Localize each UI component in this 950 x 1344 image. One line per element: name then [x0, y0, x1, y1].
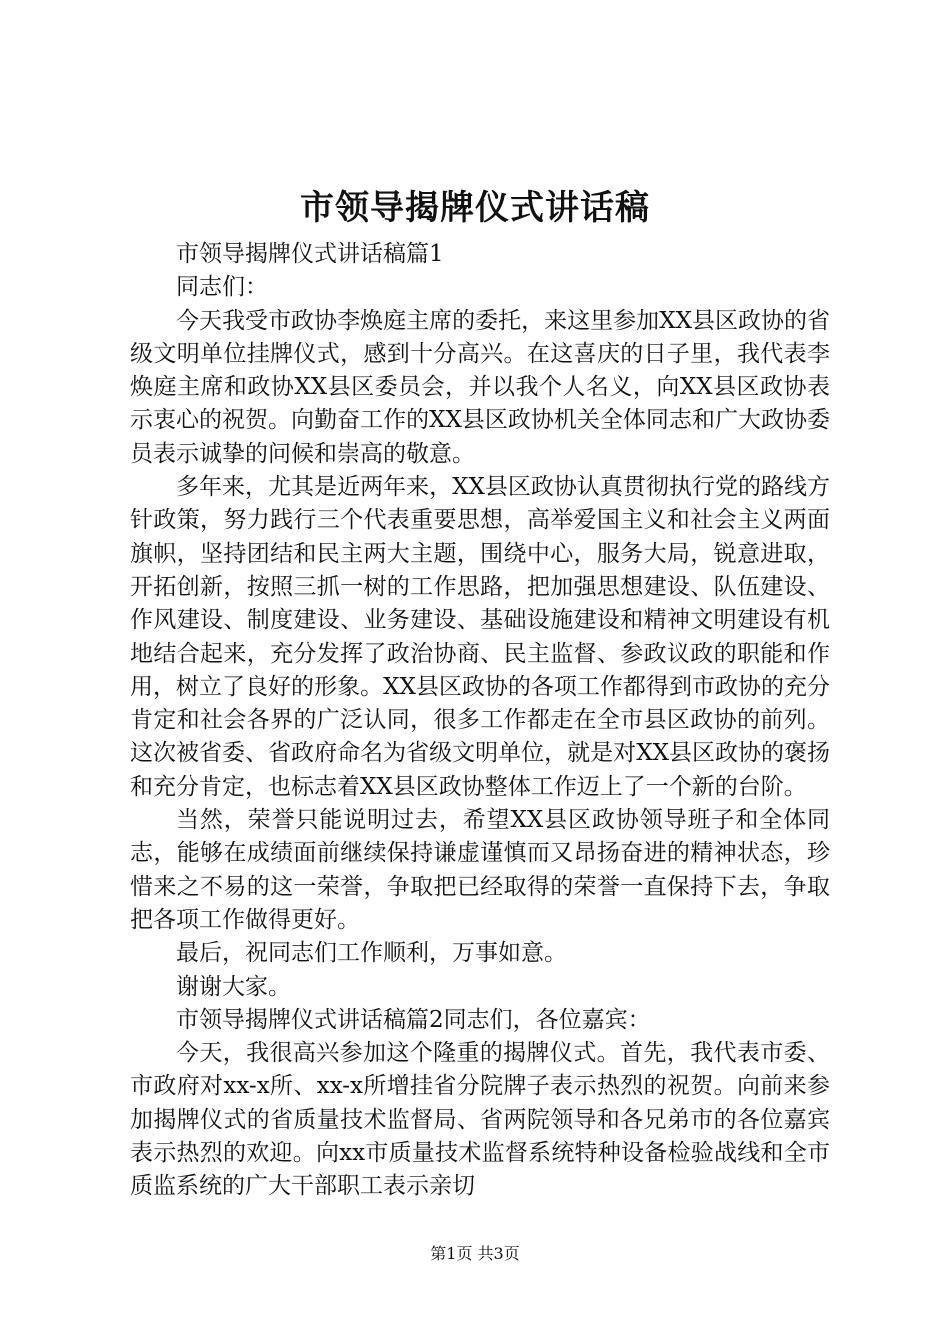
closing-thanks: 谢谢大家。 — [176, 973, 291, 1000]
body-paragraph: 今天，我很高兴参加这个隆重的揭牌仪式。首先，我代表市委、市政府对xx-x所、xx-x所增挂省分院牌子表示热烈的祝贺。向前来参加揭牌仪式的省质量技术监督局、省两院领导和各兄弟市的各位嘉宾表示热烈的欢迎。向xx市质量技术监督系统特种设备检验战线和全市质监系统的广大干部职工表示亲切 — [130, 1040, 830, 1200]
body-paragraph: 多年来，尤其是近两年来，XX县区政协认真贯彻执行党的路线方针政策，努力践行三个代表重要思想，高举爱国主义和社会主义两面旗帜，坚持团结和民主两大主题，围绕中心，服务大局，锐意进取，开拓创新，按照三抓一树的工作思路，把加强思想建设、队伍建设、作风建设、制度建设、业务建设、基础设施建设和精神文明建设有机地结合起来，充分发挥了政治协商、民主监督、参政议政的职能和作用，树立了良好的形象。XX县区政协的各项工作都得到市政协的充分肯定和社会各界的广泛认同，很多工作都走在全市县区政协的前列。这次被省委、省政府命名为省级文明单位，就是对XX县区政协的褒扬和充分肯定，也标志着XX县区政协整体工作迈上了一个新的台阶。 — [130, 474, 830, 800]
body-paragraph: 今天我受市政协李焕庭主席的委托，来这里参加XX县区政协的省级文明单位挂牌仪式，感到十分高兴。在这喜庆的日子里，我代表李焕庭主席和政协XX县区委员会，并以我个人名义，向XX县区政协表示衷心的祝贺。向勤奋工作的XX县区政协机关全体同志和广大政协委员表示诚挚的问候和崇高的敬意。 — [130, 307, 830, 467]
closing-wish: 最后，祝同志们工作顺利，万事如意。 — [176, 940, 567, 967]
body-paragraph: 当然，荣誉只能说明过去，希望XX县区政协领导班子和全体同志，能够在成绩面前继续保持谦虚谨慎而又昂扬奋进的精神状态，珍惜来之不易的这一荣誉，争取把已经取得的荣誉一直保持下去，争取把各项工作做得更好。 — [130, 807, 830, 933]
section-heading-1: 市领导揭牌仪式讲话稿篇1 — [176, 241, 444, 267]
page-number-footer: 第1页 共3页 — [430, 1244, 520, 1263]
document-body — [130, 238, 830, 1204]
document-title: 市领导揭牌仪式讲话稿 — [300, 188, 650, 228]
salutation: 同志们： — [176, 274, 268, 301]
section-heading-2: 市领导揭牌仪式讲话稿篇2同志们，各位嘉宾： — [176, 1006, 651, 1033]
